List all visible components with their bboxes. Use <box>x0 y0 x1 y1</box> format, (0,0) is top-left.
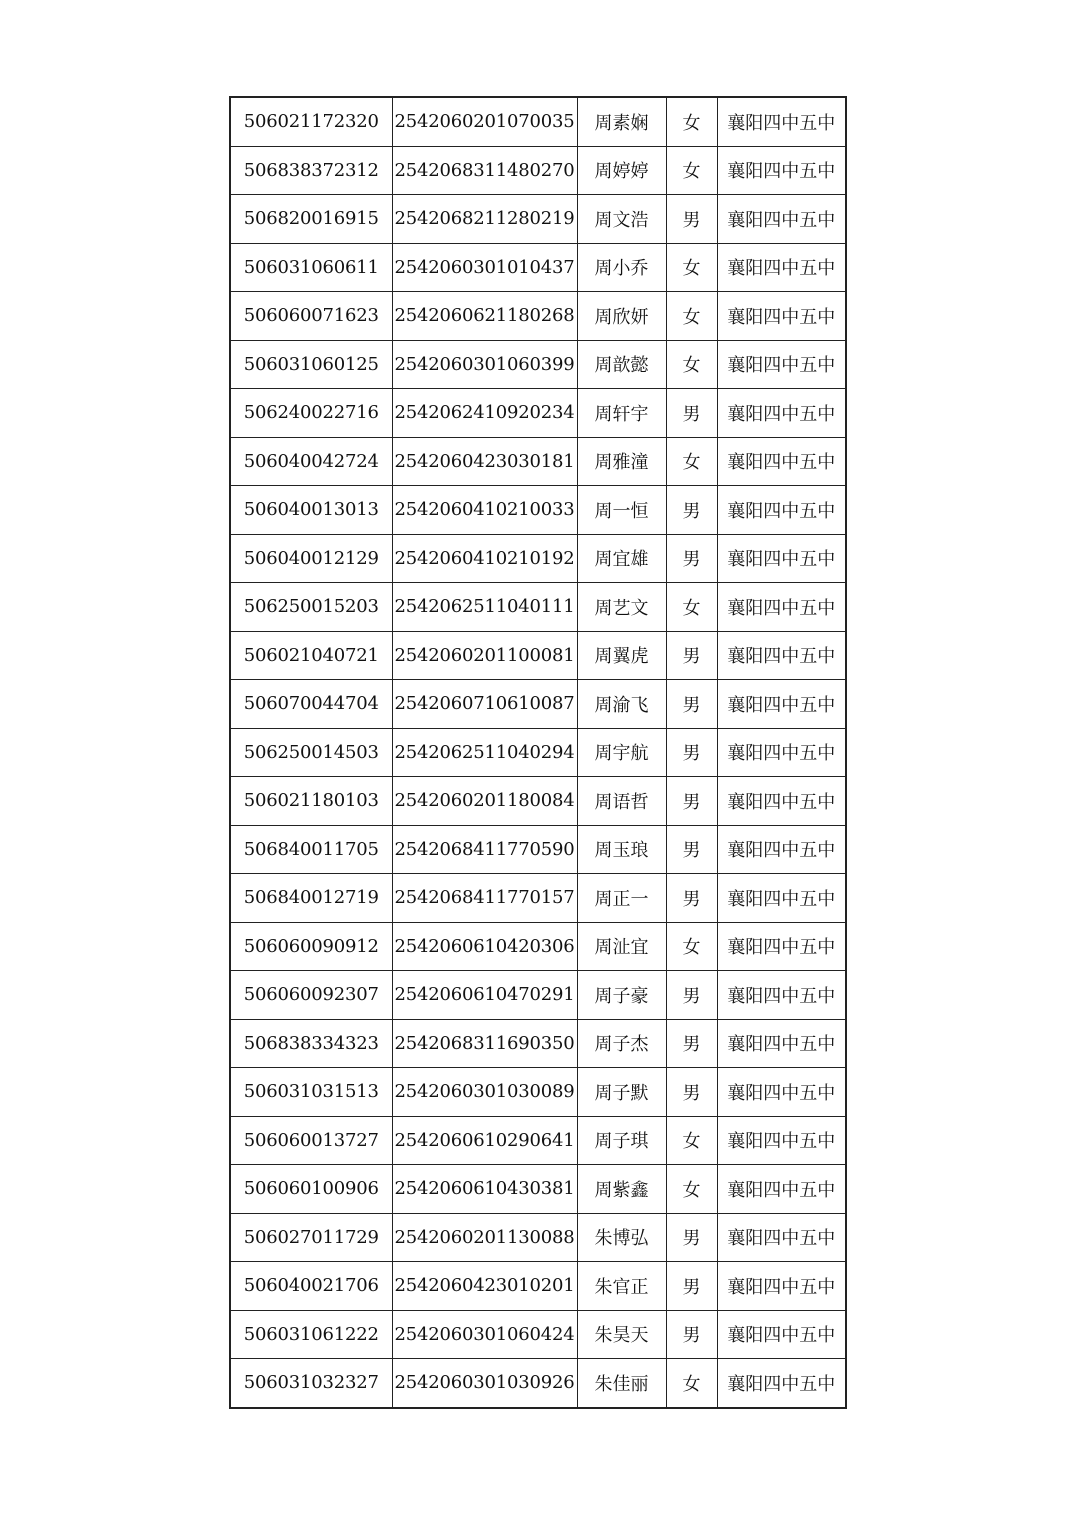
student-name-cell: 周歆懿 <box>577 340 666 389</box>
id-number-cell: 2542068211280219 <box>392 195 577 244</box>
gender-cell: 女 <box>666 340 717 389</box>
table-row <box>230 1310 846 1359</box>
student-name-cell: 周沚宜 <box>577 922 666 971</box>
gender-cell: 女 <box>666 146 717 195</box>
gender-cell: 男 <box>666 1213 717 1262</box>
exam-number-cell: 506060071623 <box>230 292 392 341</box>
student-name-cell: 周素娴 <box>577 97 666 146</box>
id-number-cell: 2542060423010201 <box>392 1262 577 1311</box>
table-row <box>230 1262 846 1311</box>
table-row <box>230 1019 846 1068</box>
gender-cell: 男 <box>666 825 717 874</box>
student-name-cell: 朱佳丽 <box>577 1359 666 1408</box>
gender-cell: 男 <box>666 195 717 244</box>
table-row <box>230 777 846 826</box>
student-name-cell: 周玉琅 <box>577 825 666 874</box>
exam-number-cell: 506040021706 <box>230 1262 392 1311</box>
school-cell: 襄阳四中五中 <box>717 1359 846 1408</box>
exam-number-cell: 506060092307 <box>230 971 392 1020</box>
document-page <box>229 96 847 1409</box>
school-cell: 襄阳四中五中 <box>717 1310 846 1359</box>
table-row <box>230 728 846 777</box>
gender-cell: 男 <box>666 971 717 1020</box>
table-row <box>230 292 846 341</box>
student-name-cell: 朱博弘 <box>577 1213 666 1262</box>
student-roster-table <box>229 96 847 1409</box>
id-number-cell: 2542068411770590 <box>392 825 577 874</box>
school-cell: 襄阳四中五中 <box>717 1068 846 1117</box>
id-number-cell: 2542060201130088 <box>392 1213 577 1262</box>
gender-cell: 男 <box>666 874 717 923</box>
gender-cell: 女 <box>666 292 717 341</box>
id-number-cell: 2542060610430381 <box>392 1165 577 1214</box>
table-row <box>230 825 846 874</box>
school-cell: 襄阳四中五中 <box>717 292 846 341</box>
exam-number-cell: 506840011705 <box>230 825 392 874</box>
gender-cell: 女 <box>666 1116 717 1165</box>
school-cell: 襄阳四中五中 <box>717 825 846 874</box>
exam-number-cell: 506840012719 <box>230 874 392 923</box>
student-name-cell: 周欣妍 <box>577 292 666 341</box>
id-number-cell: 2542060301030926 <box>392 1359 577 1408</box>
id-number-cell: 2542062410920234 <box>392 389 577 438</box>
id-number-cell: 2542060621180268 <box>392 292 577 341</box>
table-row <box>230 437 846 486</box>
gender-cell: 女 <box>666 243 717 292</box>
student-name-cell: 周小乔 <box>577 243 666 292</box>
gender-cell: 男 <box>666 680 717 729</box>
gender-cell: 女 <box>666 583 717 632</box>
student-name-cell: 周正一 <box>577 874 666 923</box>
school-cell: 襄阳四中五中 <box>717 874 846 923</box>
exam-number-cell: 506838334323 <box>230 1019 392 1068</box>
exam-number-cell: 506240022716 <box>230 389 392 438</box>
id-number-cell: 2542060201070035 <box>392 97 577 146</box>
student-name-cell: 周一恒 <box>577 486 666 535</box>
gender-cell: 男 <box>666 1068 717 1117</box>
table-row <box>230 583 846 632</box>
table-row <box>230 340 846 389</box>
school-cell: 襄阳四中五中 <box>717 583 846 632</box>
gender-cell: 男 <box>666 534 717 583</box>
roster-body <box>230 97 846 1408</box>
exam-number-cell: 506021180103 <box>230 777 392 826</box>
student-name-cell: 周子豪 <box>577 971 666 1020</box>
student-name-cell: 周紫鑫 <box>577 1165 666 1214</box>
exam-number-cell: 506838372312 <box>230 146 392 195</box>
school-cell: 襄阳四中五中 <box>717 243 846 292</box>
school-cell: 襄阳四中五中 <box>717 922 846 971</box>
table-row <box>230 486 846 535</box>
student-name-cell: 周宇航 <box>577 728 666 777</box>
student-name-cell: 周语哲 <box>577 777 666 826</box>
exam-number-cell: 506031060611 <box>230 243 392 292</box>
gender-cell: 男 <box>666 728 717 777</box>
school-cell: 襄阳四中五中 <box>717 340 846 389</box>
table-row <box>230 1116 846 1165</box>
id-number-cell: 2542062511040111 <box>392 583 577 632</box>
table-row <box>230 874 846 923</box>
exam-number-cell: 506060100906 <box>230 1165 392 1214</box>
table-row <box>230 243 846 292</box>
school-cell: 襄阳四中五中 <box>717 1262 846 1311</box>
table-row <box>230 922 846 971</box>
id-number-cell: 2542068311480270 <box>392 146 577 195</box>
school-cell: 襄阳四中五中 <box>717 777 846 826</box>
id-number-cell: 2542060201180084 <box>392 777 577 826</box>
exam-number-cell: 506250014503 <box>230 728 392 777</box>
id-number-cell: 2542060301060424 <box>392 1310 577 1359</box>
id-number-cell: 2542060610420306 <box>392 922 577 971</box>
exam-number-cell: 506070044704 <box>230 680 392 729</box>
gender-cell: 男 <box>666 631 717 680</box>
school-cell: 襄阳四中五中 <box>717 486 846 535</box>
id-number-cell: 2542060201100081 <box>392 631 577 680</box>
student-name-cell: 周子默 <box>577 1068 666 1117</box>
exam-number-cell: 506021172320 <box>230 97 392 146</box>
id-number-cell: 2542060301060399 <box>392 340 577 389</box>
exam-number-cell: 506031032327 <box>230 1359 392 1408</box>
student-name-cell: 周文浩 <box>577 195 666 244</box>
exam-number-cell: 506040042724 <box>230 437 392 486</box>
school-cell: 襄阳四中五中 <box>717 971 846 1020</box>
school-cell: 襄阳四中五中 <box>717 680 846 729</box>
school-cell: 襄阳四中五中 <box>717 1116 846 1165</box>
gender-cell: 男 <box>666 1262 717 1311</box>
exam-number-cell: 506040013013 <box>230 486 392 535</box>
table-row <box>230 1165 846 1214</box>
gender-cell: 男 <box>666 1019 717 1068</box>
id-number-cell: 2542060610290641 <box>392 1116 577 1165</box>
school-cell: 襄阳四中五中 <box>717 534 846 583</box>
table-row <box>230 1213 846 1262</box>
table-row <box>230 1359 846 1408</box>
exam-number-cell: 506040012129 <box>230 534 392 583</box>
school-cell: 襄阳四中五中 <box>717 631 846 680</box>
table-row <box>230 389 846 438</box>
gender-cell: 女 <box>666 922 717 971</box>
student-name-cell: 周轩宇 <box>577 389 666 438</box>
id-number-cell: 2542060301010437 <box>392 243 577 292</box>
student-name-cell: 周渝飞 <box>577 680 666 729</box>
id-number-cell: 2542068411770157 <box>392 874 577 923</box>
exam-number-cell: 506060013727 <box>230 1116 392 1165</box>
school-cell: 襄阳四中五中 <box>717 97 846 146</box>
exam-number-cell: 506820016915 <box>230 195 392 244</box>
exam-number-cell: 506060090912 <box>230 922 392 971</box>
student-name-cell: 朱昊天 <box>577 1310 666 1359</box>
school-cell: 襄阳四中五中 <box>717 437 846 486</box>
gender-cell: 男 <box>666 777 717 826</box>
gender-cell: 女 <box>666 437 717 486</box>
table-row <box>230 534 846 583</box>
exam-number-cell: 506250015203 <box>230 583 392 632</box>
exam-number-cell: 506031031513 <box>230 1068 392 1117</box>
id-number-cell: 2542060301030089 <box>392 1068 577 1117</box>
school-cell: 襄阳四中五中 <box>717 1019 846 1068</box>
gender-cell: 男 <box>666 389 717 438</box>
id-number-cell: 2542062511040294 <box>392 728 577 777</box>
student-name-cell: 周雅潼 <box>577 437 666 486</box>
exam-number-cell: 506021040721 <box>230 631 392 680</box>
student-name-cell: 周翼虎 <box>577 631 666 680</box>
student-name-cell: 周宜雄 <box>577 534 666 583</box>
school-cell: 襄阳四中五中 <box>717 146 846 195</box>
table-row <box>230 146 846 195</box>
exam-number-cell: 506031060125 <box>230 340 392 389</box>
student-name-cell: 周婷婷 <box>577 146 666 195</box>
id-number-cell: 2542060423030181 <box>392 437 577 486</box>
exam-number-cell: 506031061222 <box>230 1310 392 1359</box>
gender-cell: 女 <box>666 1165 717 1214</box>
school-cell: 襄阳四中五中 <box>717 195 846 244</box>
gender-cell: 女 <box>666 97 717 146</box>
school-cell: 襄阳四中五中 <box>717 728 846 777</box>
table-row <box>230 631 846 680</box>
table-row <box>230 680 846 729</box>
student-name-cell: 周子琪 <box>577 1116 666 1165</box>
school-cell: 襄阳四中五中 <box>717 1165 846 1214</box>
student-name-cell: 周艺文 <box>577 583 666 632</box>
student-name-cell: 朱官正 <box>577 1262 666 1311</box>
id-number-cell: 2542068311690350 <box>392 1019 577 1068</box>
school-cell: 襄阳四中五中 <box>717 389 846 438</box>
id-number-cell: 2542060410210192 <box>392 534 577 583</box>
gender-cell: 男 <box>666 486 717 535</box>
student-name-cell: 周子杰 <box>577 1019 666 1068</box>
id-number-cell: 2542060410210033 <box>392 486 577 535</box>
id-number-cell: 2542060710610087 <box>392 680 577 729</box>
gender-cell: 女 <box>666 1359 717 1408</box>
table-row <box>230 195 846 244</box>
exam-number-cell: 506027011729 <box>230 1213 392 1262</box>
school-cell: 襄阳四中五中 <box>717 1213 846 1262</box>
table-row <box>230 971 846 1020</box>
table-row <box>230 1068 846 1117</box>
table-row <box>230 97 846 146</box>
gender-cell: 男 <box>666 1310 717 1359</box>
id-number-cell: 2542060610470291 <box>392 971 577 1020</box>
